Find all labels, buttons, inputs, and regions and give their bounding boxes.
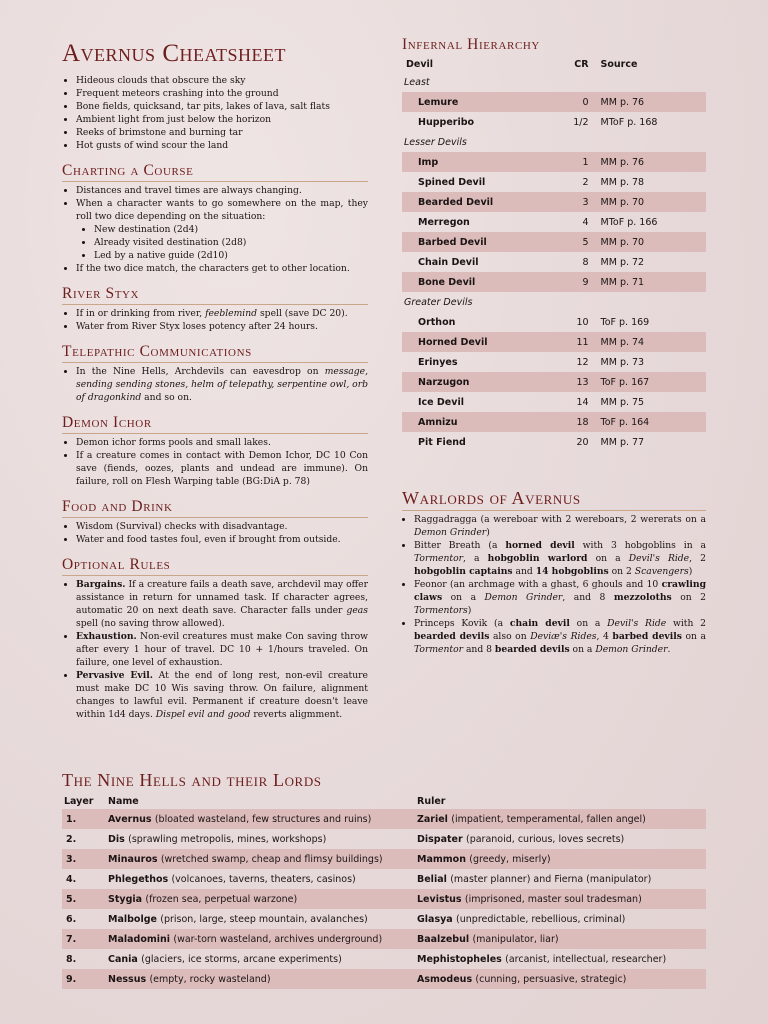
cell-layer: 4. — [66, 873, 77, 885]
cell-src: ToF p. 164 — [597, 412, 706, 432]
list-item: • Already visited destination (2d8) — [94, 236, 368, 249]
table-group-row — [402, 132, 706, 152]
col-header-ruler: Ruler — [417, 796, 446, 807]
cell-name: Chain Devil — [418, 256, 479, 268]
charting-list-end — [62, 262, 368, 275]
cell-src: MM p. 70 — [597, 232, 706, 252]
styx-heading: River Styx — [62, 285, 368, 305]
cell-layer: 3. — [62, 849, 104, 869]
left-column — [62, 40, 368, 721]
cell-src: MM p. 74 — [597, 332, 706, 352]
table-row — [62, 909, 706, 929]
table-row — [62, 969, 706, 989]
cell-layer: 9. — [62, 969, 104, 989]
cell-name: Imp — [402, 152, 563, 172]
cell-name: Spined Devil — [418, 176, 486, 188]
cell-layer: 6. — [66, 913, 77, 925]
cell-ruler: Belial (master planner) and Fierna (manipulator) — [417, 873, 652, 885]
food-list — [62, 520, 368, 546]
cell-name: Phlegethos (volcanoes, taverns, theaters, casinos) — [108, 873, 356, 885]
cell-name: Dis (sprawling metropolis, mines, workshops) — [108, 833, 327, 845]
table-row — [402, 392, 706, 412]
table-row — [62, 849, 706, 869]
cell-src: MM p. 77 — [600, 436, 645, 448]
cell-src: MToF p. 166 — [600, 216, 658, 228]
cell-layer: 7. — [62, 929, 104, 949]
cell-name: Malbolge (prison, large, steep mountain, avalanches) — [108, 913, 368, 925]
cell-cr: 4 — [582, 216, 589, 228]
cell-cr: 3 — [563, 192, 597, 212]
table-row — [402, 152, 706, 172]
list-item: • Exhaustion. Non-evil creatures must make Con saving throw after every 1 hour of travel. DC 10 + 1/hours traveled. On failure, one level of exhaustion. — [76, 630, 368, 669]
list-item: • Demon ichor forms pools and small lakes. — [76, 436, 368, 449]
cell-layer: 2. — [66, 833, 77, 845]
styx-list — [62, 307, 368, 333]
cell-cr: 11 — [563, 332, 597, 352]
cell-ruler: Mammon (greedy, miserly) — [413, 849, 706, 869]
table-row — [402, 212, 706, 232]
cell-name: Minauros (wretched swamp, cheap and flimsy buildings) — [104, 849, 413, 869]
list-item: • In the Nine Hells, Archdevils can eavesdrop on message, sending sending stones, helm of telepathy, serpentine owl, orb of dragonkind and so on. — [76, 365, 368, 404]
cell-ruler: Glasya (unpredictable, rebellious, criminal) — [417, 913, 626, 925]
cell-cr: 8 — [582, 256, 589, 268]
optional-list — [62, 578, 368, 721]
table-group-row — [402, 292, 706, 312]
list-item: • Ambient light from just below the horizon — [76, 113, 368, 126]
col-header-layer: Layer — [64, 796, 94, 807]
cell-name: Horned Devil — [402, 332, 563, 352]
cell-name: Orthon — [418, 316, 456, 328]
list-item: • Bargains. If a creature fails a death save, archdevil may offer assistance in return for unnamed task. If character agrees, automatic 20 on next death save. Character falls under geas spell (no saving throw allowed). — [76, 578, 368, 630]
cell-src: ToF p. 167 — [597, 372, 706, 392]
table-row — [62, 929, 706, 949]
cell-name: Ice Devil — [418, 396, 464, 408]
list-item: • Wisdom (Survival) checks with disadvantage. — [76, 520, 368, 533]
cell-cr: 1/2 — [573, 116, 589, 128]
cell-cr: 5 — [563, 232, 597, 252]
telepathic-heading: Telepathic Communications — [62, 343, 368, 363]
cell-src: MM p. 75 — [600, 396, 645, 408]
cell-layer: 8. — [66, 953, 77, 965]
food-heading: Food and Drink — [62, 498, 368, 518]
cell-name: Bearded Devil — [402, 192, 563, 212]
cell-name: Nessus (empty, rocky wasteland) — [104, 969, 413, 989]
group-label: Least — [404, 76, 430, 88]
intro-list — [62, 74, 368, 152]
list-item: • Water from River Styx loses potency after 24 hours. — [76, 320, 368, 333]
cell-name: Stygia (frozen sea, perpetual warzone) — [104, 889, 413, 909]
cell-src: MM p. 76 — [597, 152, 706, 172]
hells-table — [62, 794, 706, 989]
list-item: • Reeks of brimstone and burning tar — [76, 126, 368, 139]
table-row — [402, 412, 706, 432]
right-column — [402, 36, 706, 656]
cell-ruler: Zariel (impatient, temperamental, fallen angel) — [413, 809, 706, 829]
table-row — [62, 869, 706, 889]
table-group-row — [402, 72, 706, 92]
table-row — [62, 949, 706, 969]
cell-name: Merregon — [418, 216, 470, 228]
table-row — [402, 192, 706, 212]
cell-layer: 1. — [62, 809, 104, 829]
col-header-cr: CR — [574, 59, 589, 70]
nine-hells-section — [62, 770, 706, 989]
ichor-list — [62, 436, 368, 488]
cell-cr: 10 — [576, 316, 589, 328]
cell-cr: 14 — [576, 396, 589, 408]
list-item: • When a character wants to go somewhere on the map, they roll two dice depending on the situation: — [76, 197, 368, 223]
cell-src: MM p. 70 — [597, 192, 706, 212]
table-row — [402, 332, 706, 352]
cell-cr: 9 — [563, 272, 597, 292]
cell-src: MToF p. 168 — [600, 116, 658, 128]
table-row — [402, 352, 706, 372]
list-item: • Frequent meteors crashing into the ground — [76, 87, 368, 100]
cell-src: MM p. 71 — [597, 272, 706, 292]
cell-src: MM p. 73 — [600, 356, 645, 368]
table-row — [402, 252, 706, 272]
group-label: Lesser Devils — [404, 136, 467, 148]
charting-heading: Charting a Course — [62, 162, 368, 182]
cell-name: Maladomini (war-torn wasteland, archives underground) — [104, 929, 413, 949]
list-item: • Feonor (an archmage with a ghast, 6 ghouls and 10 crawling claws on a Demon Grinder, and 8 mezzoloths on 2 Tormentors) — [414, 578, 706, 617]
hierarchy-heading: Infernal Hierarchy — [402, 36, 540, 53]
cell-ruler: Levistus (imprisoned, master soul tradesman) — [413, 889, 706, 909]
cell-cr: 1 — [563, 152, 597, 172]
cell-cr: 13 — [563, 372, 597, 392]
table-row — [62, 809, 706, 829]
hells-heading: The Nine Hells and their Lords — [62, 770, 322, 790]
table-row — [62, 889, 706, 909]
table-row — [402, 232, 706, 252]
page-title: Avernus Cheatsheet — [62, 40, 286, 67]
cell-name: Erinyes — [418, 356, 458, 368]
cell-name: Pit Fiend — [418, 436, 466, 448]
table-row — [402, 432, 706, 452]
table-row — [402, 92, 706, 112]
cell-ruler: Mephistopheles (arcanist, intellectual, researcher) — [417, 953, 667, 965]
table-row — [62, 829, 706, 849]
cell-name: Barbed Devil — [402, 232, 563, 252]
cell-cr: 12 — [576, 356, 589, 368]
list-item: • Raggadragga (a wereboar with 2 wereboars, 2 wererats on a Demon Grinder) — [414, 513, 706, 539]
table-row — [402, 372, 706, 392]
list-item: • Bitter Breath (a horned devil with 3 hobgoblins in a Tormentor, a hobgoblin warlord on a Devil's Ride, 2 hobgoblin captains and 14 hobgoblins on 2 Scavengers) — [414, 539, 706, 578]
list-item: • Hideous clouds that obscure the sky — [76, 74, 368, 87]
list-item: • Pervasive Evil. At the end of long rest, non-evil creature must make DC 10 Wis saving throw. On failure, alignment changes to lawful evil. Permanent if creature doesn't leave within 1d4 days. Dispel evil and good reverts aligmment. — [76, 669, 368, 721]
charting-sublist — [62, 223, 368, 262]
cell-src: MM p. 76 — [597, 92, 706, 112]
warlords-heading: Warlords of Avernus — [402, 488, 706, 511]
list-item: • If in or drinking from river, feeblemind spell (save DC 20). — [76, 307, 368, 320]
list-item: • Bone fields, quicksand, tar pits, lakes of lava, salt flats — [76, 100, 368, 113]
cell-ruler: Dispater (paranoid, curious, loves secrets) — [417, 833, 625, 845]
cell-cr: 0 — [563, 92, 597, 112]
col-header-devil: Devil — [406, 59, 434, 70]
table-row — [402, 312, 706, 332]
list-item: • If the two dice match, the characters get to other location. — [76, 262, 368, 275]
cell-name: Bone Devil — [402, 272, 563, 292]
cell-name: Lemure — [402, 92, 563, 112]
ichor-heading: Demon Ichor — [62, 414, 368, 434]
cell-name: Cania (glaciers, ice storms, arcane experiments) — [108, 953, 342, 965]
warlords-list — [402, 513, 706, 656]
table-row — [402, 272, 706, 292]
cell-cr: 2 — [582, 176, 589, 188]
table-row — [402, 172, 706, 192]
cell-cr: 20 — [576, 436, 589, 448]
list-item: • Led by a native guide (2d10) — [94, 249, 368, 262]
telepathic-list — [62, 365, 368, 404]
list-item: • Water and food tastes foul, even if brought from outside. — [76, 533, 368, 546]
cell-ruler: Asmodeus (cunning, persuasive, strategic) — [413, 969, 706, 989]
hierarchy-table — [402, 57, 706, 452]
cell-cr: 18 — [563, 412, 597, 432]
list-item: • If a creature comes in contact with Demon Ichor, DC 10 Con save (fiends, oozes, plants and undead are immune). On failure, roll on Flesh Warping table (BG:DiA p. 78) — [76, 449, 368, 488]
table-row — [402, 112, 706, 132]
list-item: • Hot gusts of wind scour the land — [76, 139, 368, 152]
cell-src: MM p. 72 — [600, 256, 645, 268]
cell-name: Hupperibo — [418, 116, 475, 128]
cell-name: Avernus (bloated wasteland, few structures and ruins) — [104, 809, 413, 829]
optional-heading: Optional Rules — [62, 556, 368, 576]
charting-list — [62, 184, 368, 223]
list-item: • New destination (2d4) — [94, 223, 368, 236]
col-header-name: Name — [108, 796, 139, 807]
cell-src: ToF p. 169 — [600, 316, 650, 328]
cell-name: Narzugon — [402, 372, 563, 392]
cell-name: Amnizu — [402, 412, 563, 432]
list-item: • Princeps Kovik (a chain devil on a Devil's Ride with 2 bearded devils also on Deviæ's Rides, 4 barbed devils on a Tormentor and 8 bearded devils on a Demon Grinder. — [414, 617, 706, 656]
cell-ruler: Baalzebul (manipulator, liar) — [413, 929, 706, 949]
list-item: • Distances and travel times are always changing. — [76, 184, 368, 197]
cell-layer: 5. — [62, 889, 104, 909]
cell-src: MM p. 78 — [600, 176, 645, 188]
group-label: Greater Devils — [404, 296, 473, 308]
col-header-source: Source — [600, 59, 638, 70]
